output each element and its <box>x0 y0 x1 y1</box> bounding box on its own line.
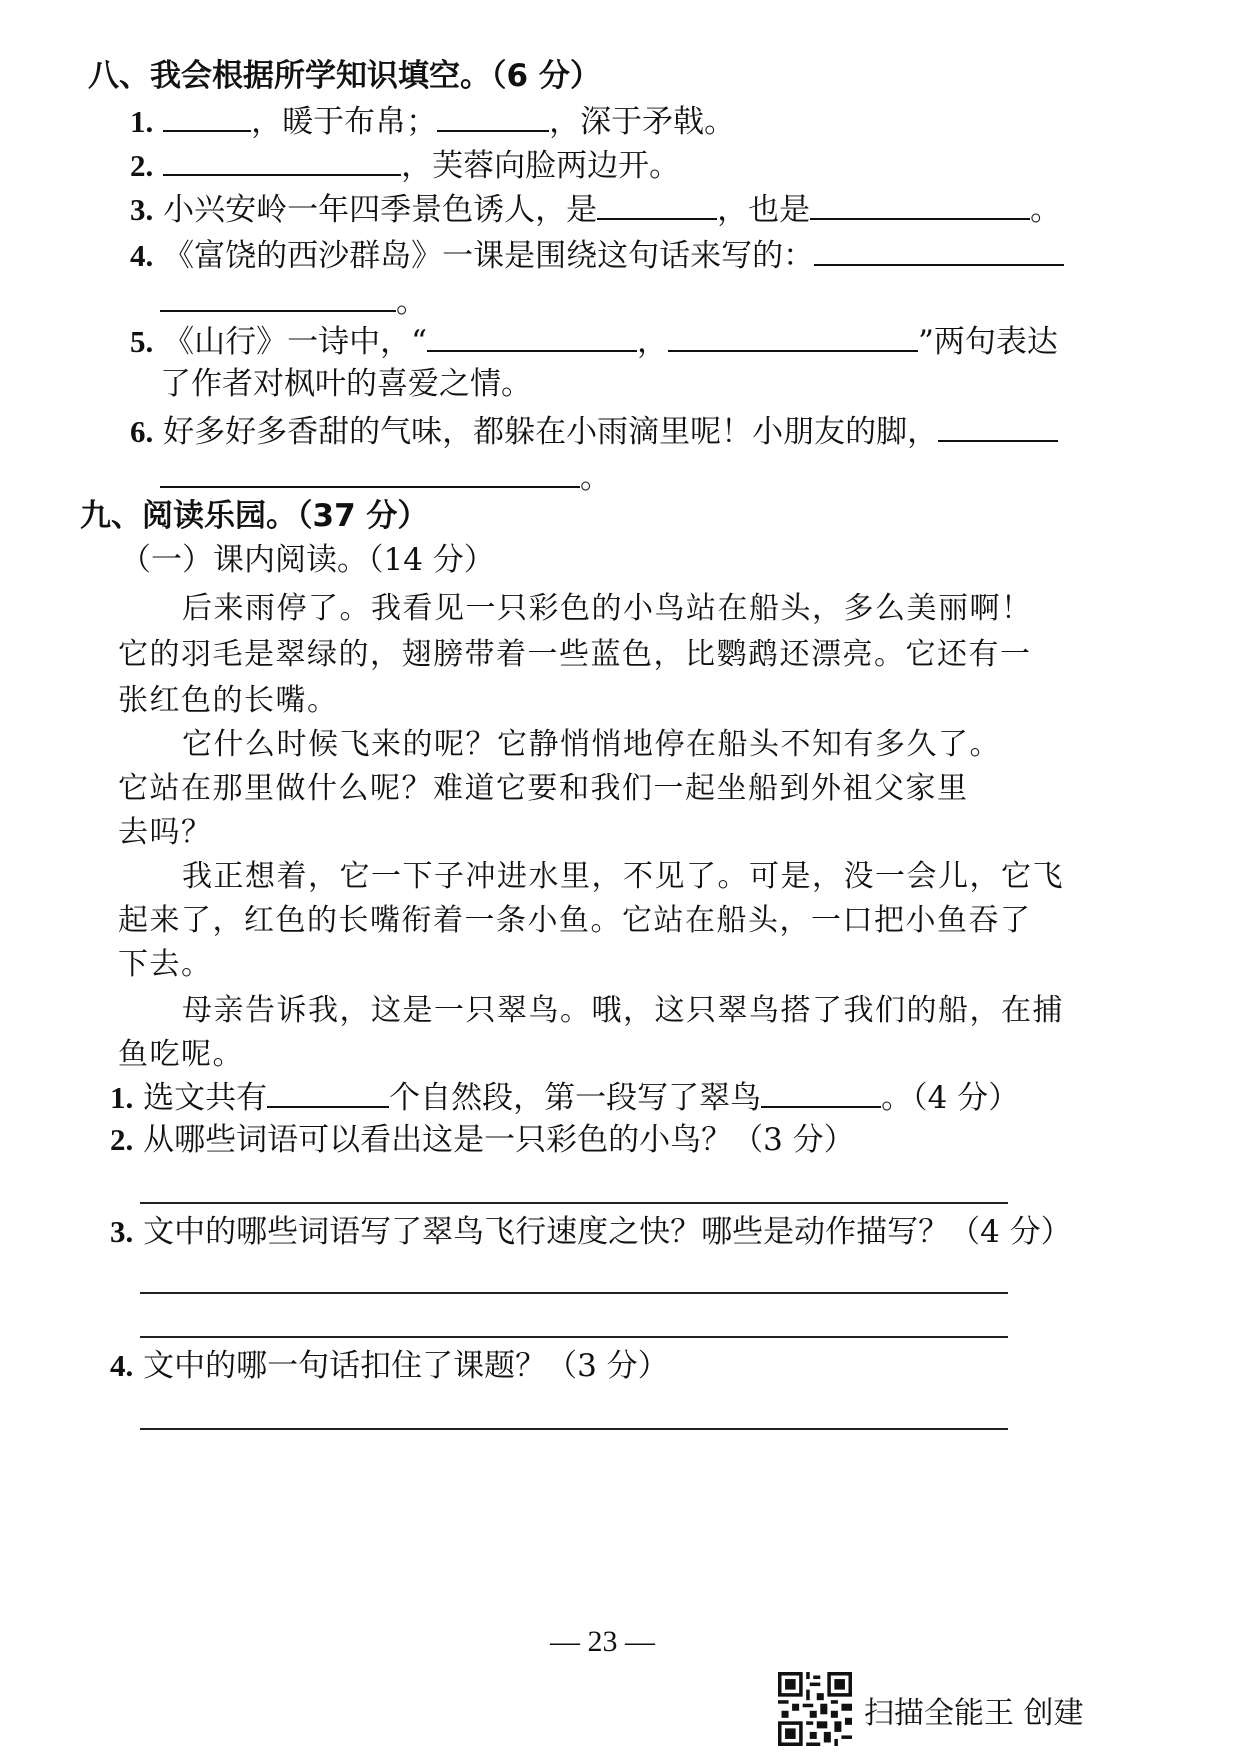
s8-q1-blank-2[interactable] <box>437 100 549 132</box>
passage-line-2: 它的羽毛是翠绿的，翅膀带着一些蓝色，比鹦鹉还漂亮。它还有一 <box>118 637 1032 672</box>
s9-question-4 <box>110 1346 669 1386</box>
s9-q1-blank-2[interactable] <box>761 1076 881 1108</box>
s8-question-3 <box>130 188 1061 230</box>
passage-line-1: 后来雨停了。我看见一只彩色的小鸟站在船头，多么美丽啊！ <box>182 591 1033 626</box>
section-9-subtitle: （一）课内阅读。（14 分） <box>120 542 495 578</box>
s9-q2-number: 2. <box>110 1122 134 1157</box>
s8-q6-text-b: 。 <box>580 460 611 496</box>
s8-q3-text-b: ，也是 <box>717 192 811 228</box>
s8-question-6-cont <box>160 456 611 498</box>
passage-line-11: 鱼吃呢。 <box>118 1037 244 1072</box>
s8-q6-blank-1[interactable] <box>938 410 1058 442</box>
s9-q1-text-b: 个自然段，第一段写了翠鸟 <box>389 1080 762 1116</box>
s8-q1-text-b: ，深于矛戟。 <box>549 104 736 140</box>
s8-q6-text-a: 好多好多香甜的气味，都躲在小雨滴里呢！小朋友的脚， <box>163 414 939 450</box>
s8-q1-text-a: ，暖于布帛； <box>251 104 438 140</box>
s8-q2-blank-1[interactable] <box>163 144 401 176</box>
passage-line-10: 母亲告诉我，这是一只翠鸟。哦，这只翠鸟搭了我们的船，在捕 <box>182 993 1064 1028</box>
passage-line-7: 我正想着，它一下子冲进水里，不见了。可是，没一会儿，它飞 <box>182 859 1064 894</box>
passage-line-8: 起来了，红色的长嘴衔着一条小鱼。它站在船头，一口把小鱼吞了 <box>118 903 1032 938</box>
s8-q2-text-a: ，芙蓉向脸两边开。 <box>401 148 681 184</box>
s8-q6-number: 6. <box>130 414 154 449</box>
s8-q1-number: 1. <box>130 104 154 139</box>
s8-q3-number: 3. <box>130 192 154 227</box>
s9-q3-answer-line-2[interactable] <box>140 1336 1008 1338</box>
s9-q1-blank-1[interactable] <box>267 1076 389 1108</box>
s8-question-4 <box>130 234 1064 276</box>
s8-q3-blank-2[interactable] <box>810 188 1030 220</box>
s8-question-2 <box>130 144 680 186</box>
s8-q4-number: 4. <box>130 238 154 273</box>
s9-q4-text: 文中的哪一句话扣住了课题？（3 分） <box>143 1348 669 1384</box>
passage-line-6: 去吗？ <box>118 815 213 850</box>
s8-q5-blank-2[interactable] <box>668 320 918 352</box>
s8-q5-blank-1[interactable] <box>427 320 637 352</box>
section-9-title: 九、阅读乐园。（37 分） <box>80 498 429 534</box>
s8-question-4-cont <box>160 280 427 322</box>
s8-q5-text-c: ”两句表达 <box>917 324 1058 360</box>
s8-q5-number: 5. <box>130 324 154 359</box>
s9-q4-number: 4. <box>110 1348 134 1383</box>
s9-q1-text-c: 。（4 分） <box>881 1080 1020 1116</box>
s8-q5-text-a: 《山行》一诗中，“ <box>163 324 427 360</box>
s9-q1-number: 1. <box>110 1080 134 1115</box>
s8-q4-blank-2[interactable] <box>160 280 396 312</box>
s9-q2-text: 从哪些词语可以看出这是一只彩色的小鸟？（3 分） <box>143 1122 855 1158</box>
s8-q5-text-d: 了作者对枫叶的喜爱之情。 <box>160 366 532 402</box>
s8-q3-text-a: 小兴安岭一年四季景色诱人，是 <box>163 192 598 228</box>
s8-q4-blank-1[interactable] <box>814 234 1064 266</box>
scanner-watermark: 扫描全能王 创建 <box>864 1696 1084 1731</box>
passage-line-4: 它什么时候飞来的呢？它静悄悄地停在船头不知有多久了。 <box>182 727 1001 762</box>
s8-q5-text-b: ， <box>636 324 668 360</box>
s9-q1-text-a: 选文共有 <box>143 1080 268 1116</box>
s8-q3-blank-1[interactable] <box>597 188 717 220</box>
s8-q3-text-c: 。 <box>1030 192 1062 228</box>
s9-question-1 <box>110 1076 1019 1118</box>
s8-q6-blank-2[interactable] <box>160 456 580 488</box>
s8-q4-text-b: 。 <box>396 284 427 320</box>
s9-q3-number: 3. <box>110 1214 134 1249</box>
passage-line-9: 下去。 <box>118 947 213 982</box>
s9-q2-answer-line[interactable] <box>140 1202 1008 1204</box>
s8-q2-number: 2. <box>130 148 154 183</box>
passage-line-3: 张红色的长嘴。 <box>118 683 339 718</box>
s9-q4-answer-line[interactable] <box>140 1428 1008 1430</box>
passage-line-5: 它站在那里做什么呢？难道它要和我们一起坐船到外祖父家里 <box>118 771 969 806</box>
section-8-title: 八、我会根据所学知识填空。（6 分） <box>88 58 601 94</box>
s8-question-6 <box>130 410 1058 452</box>
s8-q1-blank-1[interactable] <box>163 100 251 132</box>
s9-q3-text: 文中的哪些词语写了翠鸟飞行速度之快？哪些是动作描写？（4 分） <box>143 1214 1072 1250</box>
s8-question-1 <box>130 100 735 142</box>
s8-q4-text-a: 《富饶的西沙群岛》一课是围绕这句话来写的： <box>163 238 815 274</box>
s8-question-5 <box>130 320 1058 362</box>
s9-q3-answer-line-1[interactable] <box>140 1292 1008 1294</box>
page-number: — 23 — <box>550 1625 655 1658</box>
qr-code-icon <box>778 1672 852 1746</box>
s9-question-2 <box>110 1120 855 1160</box>
s9-question-3 <box>110 1212 1072 1252</box>
